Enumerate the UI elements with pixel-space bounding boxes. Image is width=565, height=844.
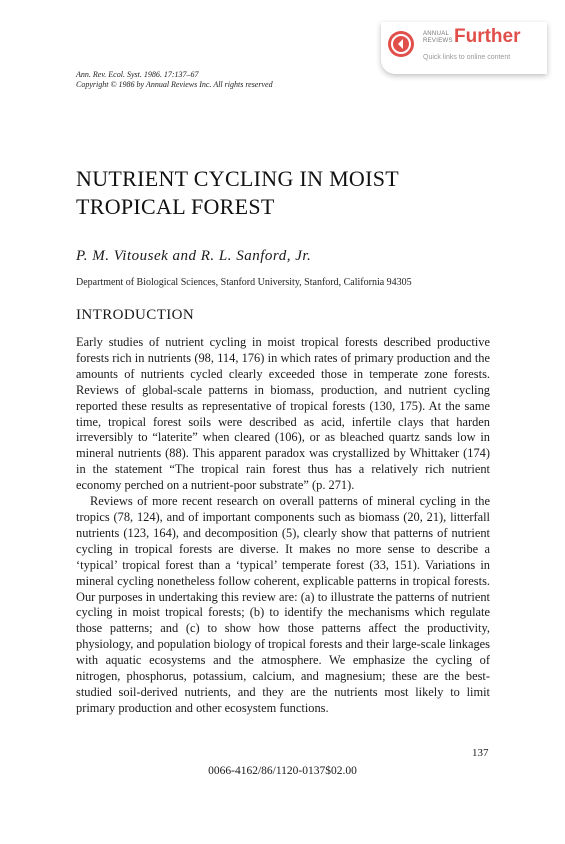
annual-reviews-wordmark [423,31,453,45]
further-badge[interactable] [381,22,547,74]
page-number: 137 [472,747,489,759]
badge-reviews-text: REVIEWS [423,38,453,44]
author-affiliation: Department of Biological Sciences, Stanford University, Stanford, California 94305 [76,277,412,288]
further-wordmark: Further [454,26,521,47]
journal-line: Ann. Rev. Ecol. Syst. 1986. 17:137–67 [76,70,199,79]
article-title [76,165,496,221]
further-tagline: Quick links to online content [423,54,511,61]
copyright-line: Copyright © 1986 by Annual Reviews Inc. All rights reserved [76,80,273,89]
paragraph-2: Reviews of more recent research on overall patterns of mineral cycling in the tropics (78, 124), and of important components such as biomass (20, 21), litterfall nutrients (123, 164), and decomposition (5), clearly show that patterns of nutrient cycling in tropical forests are diverse. It makes no more sense to describe a ‘typical’ tropical forest than a ‘typical’ temperate forest (33, 151). Variations in mineral cycling nonetheless follow coherent, explicable patterns in tropical forests. Our purposes in undertaking this review are: (a) to illustrate the patterns of nutrient cycling in moist tropical forests; (b) to identify the mechanisms which regulate those patterns; and (c) to show how those patterns affect the productivity, physiology, and population biology of tropical forests and their large-scale linkages with aquatic ecosystems and the atmosphere. We emphasize the cycling of nitrogen, phosphorus, potassium, calcium, and magnesium; these are the best-studied soil-derived nutrients, and they are the nutrients most likely to limit primary production and other ecosystem functions. [76,494,490,715]
title-line-1: NUTRIENT CYCLING IN MOIST [76,166,400,191]
journal-citation [76,70,273,90]
price-code: 0066-4162/86/1120-0137$02.00 [208,765,357,777]
title-line-2: TROPICAL FOREST [76,194,275,219]
article-body [76,335,490,717]
article-authors: P. M. Vitousek and R. L. Sanford, Jr. [76,248,312,264]
further-logo-icon [388,31,414,57]
paragraph-1: Early studies of nutrient cycling in moist tropical forests described productive forests rich in nutrients (98, 114, 176) in which rates of primary production and the amounts of nutrients cycled clearly exceeded those in temperate zone forests. Reviews of global-scale patterns in biomass, production, and nutrient cycling reported these results as representative of tropical forests (130, 175). At the same time, tropical forest soils were described as acid, infertile clays that harden irreversibly to “laterite” when cleared (106), or as bleached quartz sands low in mineral nutrients (88). This apparent paradox was crystallized by Whittaker (174) in the statement “The tropical rain forest thus has a relatively rich nutrient economy perched on a nutrient-poor substrate” (p. 271). [76,335,490,493]
section-heading: INTRODUCTION [76,307,195,323]
badge-annual-text: ANNUAL [423,31,450,37]
